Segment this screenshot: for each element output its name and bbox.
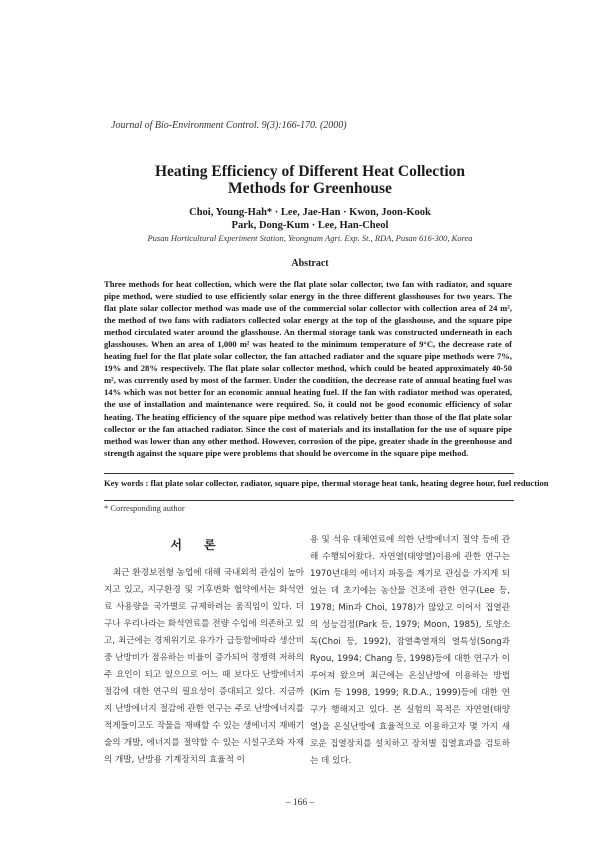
abstract-heading: Abstract	[291, 258, 329, 269]
journal-reference: Journal of Bio-Environment Control. 9(3):166-170. (2000)	[111, 120, 347, 131]
page-number: – 166 –	[285, 798, 315, 808]
body-column-right: 용 및 석유 대체연료에 의한 난방에너지 절약 등에 관해 수행되어왔다. 자연열(태양열)이용에 관한 연구는 1970년대의 에너지 파동을 계기로 관심을 가지게 되었는 데 초기에는 농산물 건조에 관한 연구(Lee 등, 1978; Min과 Choi, 1978)가 많았고 이어서 집열관의 성능검정(Park 등, 1979; Moon, 1985), 토양소독(Choi 등, 1992), 잠열축열재의 열특성(Song과 Ryou, 1994; Chang 등, 1998)등에 대한 연구가 이루어져 왔으며 최근에는 온실난방에 이용하는 방법(Kim 등 1998, 1999; R.D.A., 1999)등에 대한 연구가 행해지고 있다. 본 실험의 목적은 자연열(태양열)을 온실난방에 효율적으로 이용하고자 몇 가지 새로운 집열장치를 설치하고 장치별 집열효과를 검토하는 데 있다.	[310, 535, 510, 766]
keywords-bottom-rule	[104, 500, 514, 501]
keywords-top-rule	[104, 473, 514, 474]
title-line: Methods for Greenhouse	[228, 180, 392, 197]
affiliation: Pusan Horticultural Experiment Station, Yeongnam Agri. Exp. St., RDA, Pusan 616-300, Korea	[147, 233, 473, 243]
paper-title	[90, 163, 530, 197]
body-column-left: 최근 환경보전형 농업에 대해 국내외적 관심이 높아지고 있고, 지구환경 및 기후변화 협약에서는 화석연료 사용량을 국가별로 규제하려는 움직임이 있다. 더구나 우리나라는 화석연료를 전량 수입에 의존하고 있고, 최근에는 경제위기로 유가가 급등함에따라 생산비중 난방비가 점유하는 비율이 증가되어 경쟁력 저하의 주 요인이 되고 있으므로 어느 때 보다도 난방에너지 절감에 대한 연구의 필요성이 증대되고 있다. 지금까지 난방에너지 절감에 관한 연구는 주로 난방에너지를 적게들이고도 작물을 재배할 수 있는 생에너지 재배기술의 개발, 에너지를 절약할 수 있는 시설구조와 자재의 개발, 난방용 기계장치의 효율적 이	[104, 568, 304, 765]
section-heading-introduction: 서론	[170, 538, 238, 552]
author-line: Choi, Young-Hah* · Lee, Jae-Han · Kwon, Joon-Kook	[189, 207, 431, 218]
keywords: Key words : flat plate solar collector, radiator, square pipe, thermal storage heat tank, heating degree hour, fuel reduction	[104, 478, 549, 488]
corresponding-author-footnote: * Corresponding author	[104, 503, 185, 513]
author-list	[90, 206, 530, 232]
abstract-body: Three methods for heat collection, which were the flat plate solar collector, two fan with radiator, and square pipe method, were studied to use efficiently solar energy in the three different glasshouses for two years. The flat plate solar collector method was made use of the commercial solar collector with collection area of 24 m², the method of two fans with radiators collected solar energy at the top of the glasshouse, and the square pipe method circulated water around the glasshouse. An thermal storage tank was constructed underneath in each glasshouses. When an area of 1,000 m² was heated to the minimum temperature of 9°C, the decrease rate of heating fuel for the flat plate solar collector, the fan attached radiator and the square pipe methods were 7%, 19% and 28% respectively. The flat plate solar collector method, which could be heated approximately 40-50 m², was currently used by most of the farmer. Under the condition, the decrease rate of annual heating fuel was 14% which was not better for an economic annual heating fuel. If the fan with radiator method was operated, the use of installation and maintenance were required. So, it could not be good economic efficiency of solar heating. The heating efficiency of the square pipe method was relatively better than those of the flat plate solar collector or the fan attached radiator. Since the cost of materials and its installation for the use of square pipe method was lower than any other method. However, corrosion of the pipe, greater shade in the greenhouse and strength against the square pipe were problems that should be overcome in the square pipe method.	[104, 279, 512, 458]
author-line: Park, Dong-Kum · Lee, Han-Cheol	[231, 220, 389, 231]
title-line: Heating Efficiency of Different Heat Collection	[154, 163, 466, 180]
